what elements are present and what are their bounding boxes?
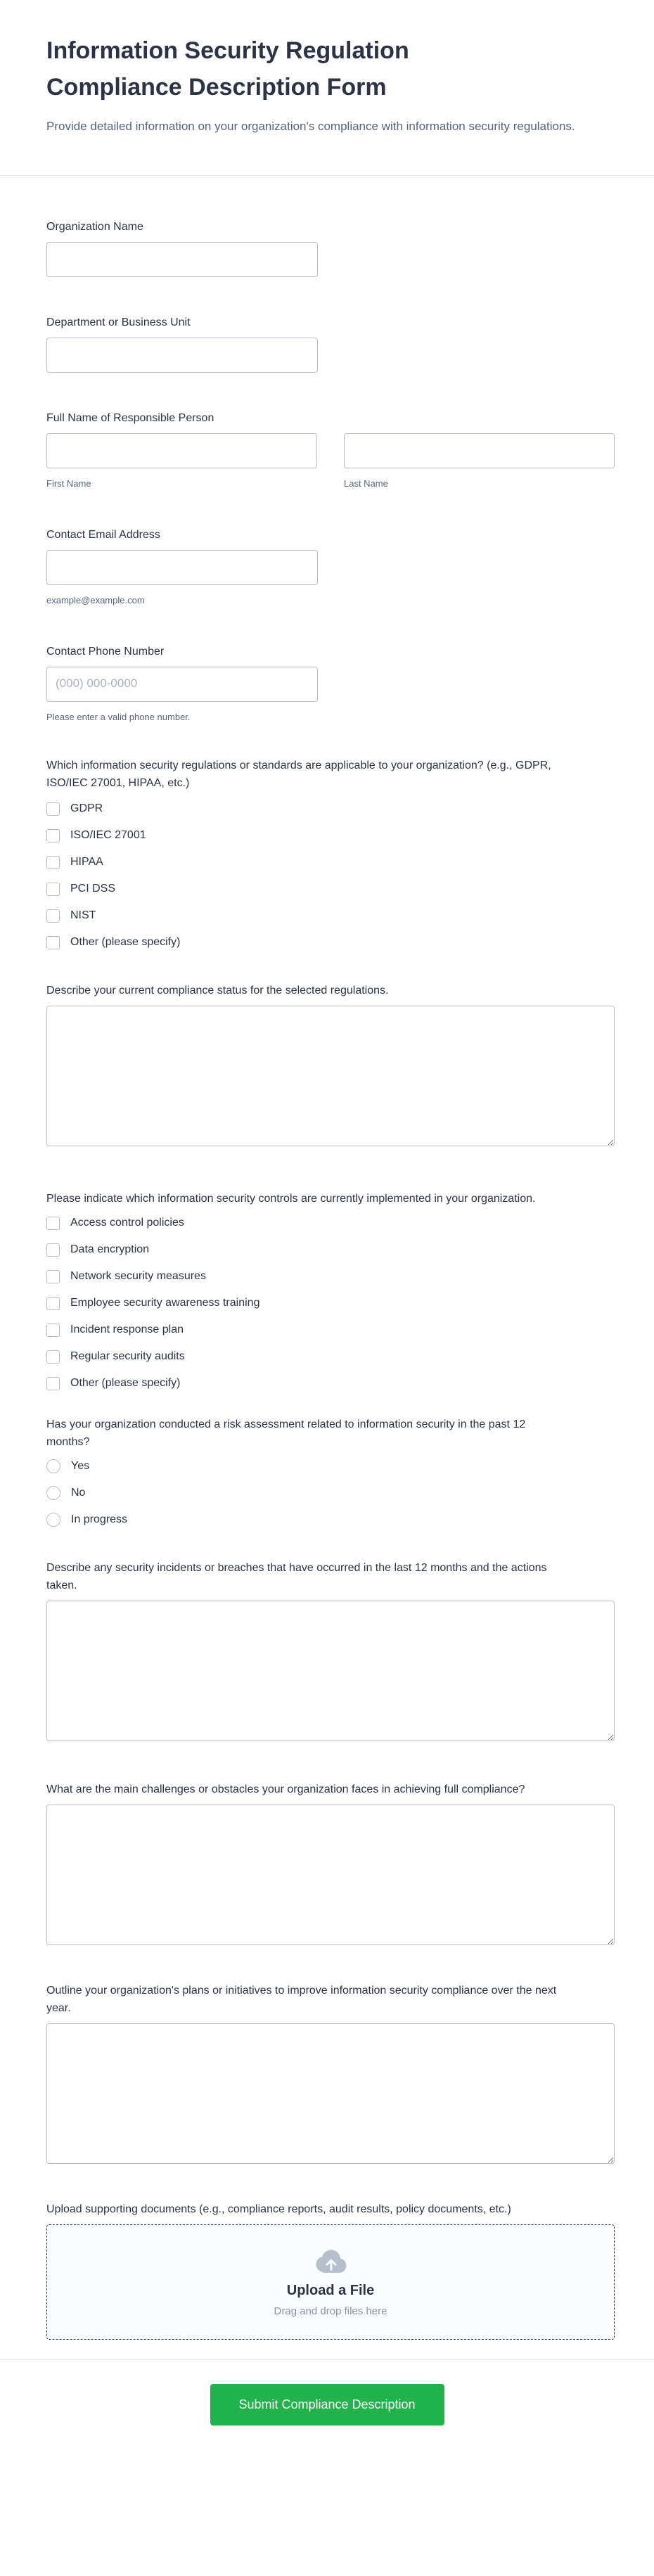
field-organization-name (46, 218, 615, 277)
email-label: Contact Email Address (46, 529, 160, 541)
option-label: Network security measures (70, 1270, 206, 1282)
first-name-col (46, 433, 317, 489)
checkbox[interactable] (46, 1243, 60, 1257)
compliance-status-textarea[interactable] (46, 1006, 615, 1146)
first-name-sublabel: First Name (46, 478, 91, 489)
field-email (46, 526, 615, 606)
checkbox[interactable] (46, 1297, 60, 1310)
email-sublabel: example@example.com (46, 595, 145, 605)
option-label: Yes (71, 1460, 90, 1472)
option-label: Employee security awareness training (70, 1297, 260, 1309)
option-label: HIPAA (70, 856, 103, 868)
option-label: GDPR (70, 802, 103, 814)
option-label: Other (please specify) (70, 1377, 181, 1389)
form-body (0, 176, 654, 2340)
regulations-options (46, 802, 615, 949)
checkbox-option-hipaa[interactable] (46, 855, 615, 869)
checkbox-option-gdpr[interactable] (46, 802, 615, 816)
radio-option-no[interactable] (46, 1486, 615, 1500)
radio-button[interactable] (46, 1459, 60, 1473)
checkbox[interactable] (46, 883, 60, 896)
checkbox-option-other-regulation[interactable] (46, 935, 615, 949)
checkbox[interactable] (46, 909, 60, 923)
radio-option-yes[interactable] (46, 1459, 615, 1473)
department-input[interactable] (46, 338, 318, 373)
plans-textarea[interactable] (46, 2023, 615, 2164)
field-risk-assessment (46, 1416, 615, 1527)
full-name-row (46, 433, 615, 489)
upload-title: Upload a File (286, 2282, 375, 2298)
upload-label: Upload supporting documents (e.g., compliance reports, audit results, policy documents, etc.) (46, 2203, 511, 2215)
checkbox-option-nist[interactable] (46, 909, 615, 923)
plans-label: Outline your organization's plans or initiatives to improve information security compliance over the next year. (46, 1985, 557, 2014)
field-full-name (46, 409, 615, 489)
file-upload-dropzone[interactable] (46, 2224, 615, 2340)
field-upload (46, 2200, 615, 2340)
field-incidents (46, 1559, 615, 1741)
upload-hint: Drag and drop files here (274, 2305, 387, 2317)
option-label: No (71, 1487, 86, 1499)
checkbox-option-employee-security-awareness-training[interactable] (46, 1296, 615, 1310)
checkbox[interactable] (46, 1324, 60, 1337)
field-challenges (46, 1781, 615, 1945)
option-label: Regular security audits (70, 1350, 185, 1362)
option-label: Other (please specify) (70, 936, 181, 948)
form-header (0, 0, 654, 175)
checkbox[interactable] (46, 1217, 60, 1230)
checkbox[interactable] (46, 1377, 60, 1390)
checkbox[interactable] (46, 1350, 60, 1364)
email-input[interactable] (46, 550, 318, 585)
controls-label: Please indicate which information security controls are currently implemented in your organization. (46, 1193, 536, 1205)
cloud-upload-icon (311, 2248, 350, 2276)
last-name-sublabel: Last Name (344, 478, 388, 489)
phone-input[interactable] (46, 667, 318, 702)
checkbox-option-iso-iec-27001[interactable] (46, 828, 615, 842)
incidents-textarea[interactable] (46, 1601, 615, 1741)
organization-name-label: Organization Name (46, 221, 143, 233)
option-label: In progress (71, 1513, 128, 1525)
radio-button[interactable] (46, 1486, 60, 1500)
risk-assessment-options (46, 1459, 615, 1527)
checkbox-option-pci-dss[interactable] (46, 882, 615, 896)
option-label: ISO/IEC 27001 (70, 829, 146, 841)
radio-button[interactable] (46, 1513, 60, 1527)
challenges-label: What are the main challenges or obstacles your organization faces in achieving full compliance? (46, 1783, 525, 1795)
checkbox[interactable] (46, 802, 60, 816)
field-compliance-status (46, 982, 615, 1146)
submit-button[interactable]: Submit Compliance Description (210, 2384, 444, 2426)
option-label: Data encryption (70, 1243, 150, 1255)
department-label: Department or Business Unit (46, 316, 191, 328)
checkbox[interactable] (46, 936, 60, 949)
checkbox-option-data-encryption[interactable] (46, 1243, 615, 1257)
field-phone (46, 643, 615, 723)
checkbox[interactable] (46, 1270, 60, 1283)
organization-name-input[interactable] (46, 242, 318, 277)
checkbox-option-regular-security-audits[interactable] (46, 1350, 615, 1364)
checkbox-option-other-control[interactable] (46, 1376, 615, 1390)
option-label: PCI DSS (70, 883, 116, 895)
challenges-textarea[interactable] (46, 1805, 615, 1945)
field-controls (46, 1190, 615, 1390)
field-plans (46, 1982, 615, 2164)
checkbox-option-access-control-policies[interactable] (46, 1216, 615, 1230)
option-label: NIST (70, 909, 96, 921)
first-name-input[interactable] (46, 433, 317, 468)
checkbox-option-network-security-measures[interactable] (46, 1269, 615, 1283)
field-department (46, 314, 615, 373)
page-title: Information Security Regulation Compliance Description Form (46, 37, 409, 101)
incidents-label: Describe any security incidents or breaches that have occurred in the last 12 months and the actions taken. (46, 1562, 547, 1591)
option-label: Access control policies (70, 1217, 184, 1229)
checkbox[interactable] (46, 829, 60, 842)
phone-sublabel: Please enter a valid phone number. (46, 712, 191, 722)
compliance-status-label: Describe your current compliance status for the selected regulations. (46, 985, 389, 997)
controls-options (46, 1216, 615, 1390)
option-label: Incident response plan (70, 1324, 184, 1335)
field-regulations (46, 757, 615, 949)
phone-label: Contact Phone Number (46, 646, 165, 658)
last-name-input[interactable] (344, 433, 615, 468)
checkbox[interactable] (46, 856, 60, 869)
form-footer (0, 2360, 654, 2464)
full-name-label: Full Name of Responsible Person (46, 412, 214, 424)
radio-option-in-progress[interactable] (46, 1513, 615, 1527)
last-name-col (344, 433, 615, 489)
regulations-label: Which information security regulations or standards are applicable to your organization? (e.g., GDPR, ISO/IEC 27001, HIPAA, etc.) (46, 760, 551, 789)
checkbox-option-incident-response-plan[interactable] (46, 1323, 615, 1337)
risk-assessment-label: Has your organization conducted a risk assessment related to information security in the past 12 months? (46, 1418, 526, 1448)
page-subtitle: Provide detailed information on your organization's compliance with information security regulations. (46, 120, 575, 133)
